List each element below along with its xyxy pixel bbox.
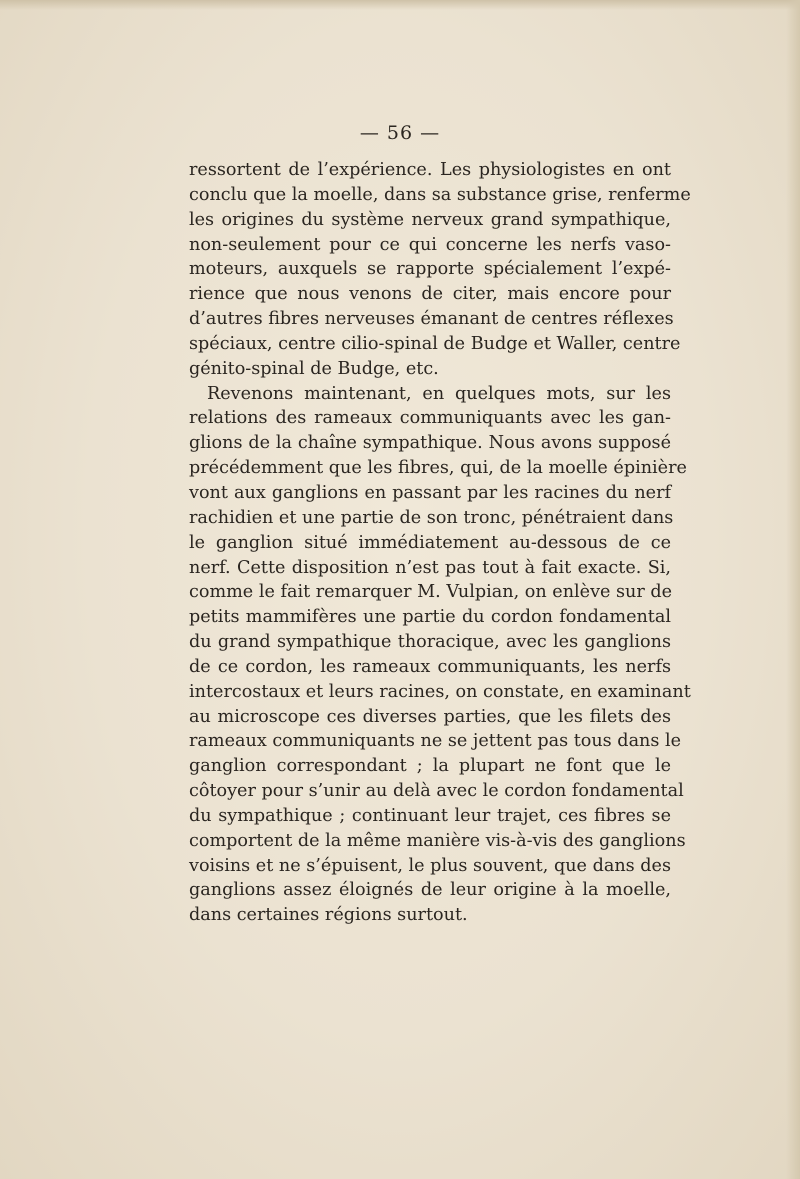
text-line: nerf. Cette disposition n’est pas tout à fait exacte. Si, xyxy=(189,557,671,578)
text-line: rachidien et une partie de son tronc, pénétraient dans xyxy=(189,507,674,528)
text-line: petits mammifères une partie du cordon fondamental xyxy=(189,607,671,628)
text-line: d’autres fibres nerveuses émanant de centres réflexes xyxy=(189,309,674,330)
text-line: relations des rameaux communiquants avec les gan- xyxy=(189,408,671,429)
text-line: génito-spinal de Budge, etc. xyxy=(189,358,439,379)
text-line: du grand sympathique thoracique, avec les ganglions xyxy=(189,632,671,653)
text-line: ressortent de l’expérience. Les physiologistes en ont xyxy=(189,160,671,180)
text-line: moteurs, auxquels se rapporte spécialement l’expé- xyxy=(189,259,671,280)
text-line: ganglions assez éloignés de leur origine à la moelle, xyxy=(189,880,671,901)
text-line: ganglion correspondant ; la plupart ne font que le xyxy=(189,756,671,777)
text-line: précédemment que les fibres, qui, de la moelle épinière xyxy=(189,458,687,479)
text-line: au microscope ces diverses parties, que les filets des xyxy=(189,706,671,727)
text-line: le ganglion situé immédiatement au-dessous de ce xyxy=(189,532,671,553)
text-line: non-seulement pour ce qui concerne les nerfs vaso- xyxy=(189,234,671,255)
text-line: voisins et ne s’épuisent, le plus souvent, que dans des xyxy=(189,855,671,876)
text-line: comportent de la même manière vis-à-vis des ganglions xyxy=(189,830,686,851)
text-line: rience que nous venons de citer, mais encore pour xyxy=(189,284,671,305)
text-line: conclu que la moelle, dans sa substance grise, renferme xyxy=(189,184,691,205)
text-line: dans certaines régions surtout. xyxy=(189,905,468,926)
text-line: comme le fait remarquer M. Vulpian, on enlève sur de xyxy=(189,582,673,603)
text-line: glions de la chaîne sympathique. Nous avons supposé xyxy=(189,433,671,454)
text-line: vont aux ganglions en passant par les racines du nerf xyxy=(189,482,671,503)
text-line: rameaux communiquants ne se jettent pas tous dans le xyxy=(189,731,682,752)
text-line: spéciaux, centre cilio-spinal de Budge et Waller, centre xyxy=(189,333,681,354)
text-line: du sympathique ; continuant leur trajet, ces fibres se xyxy=(189,805,671,826)
text-line: Revenons maintenant, en quelques mots, sur les xyxy=(207,383,671,404)
body-text xyxy=(189,158,691,928)
text-line: de ce cordon, les rameaux communiquants, les nerfs xyxy=(189,656,671,677)
page-number: — 56 — xyxy=(359,122,441,144)
text-line: intercostaux et leurs racines, on constate, en examinant xyxy=(189,681,691,702)
text-line: les origines du système nerveux grand sympathique, xyxy=(189,209,671,230)
page-right-shadow xyxy=(786,0,800,1179)
text-line: côtoyer pour s’unir au delà avec le cordon fondamental xyxy=(189,781,684,802)
page-top-shadow xyxy=(0,0,800,10)
